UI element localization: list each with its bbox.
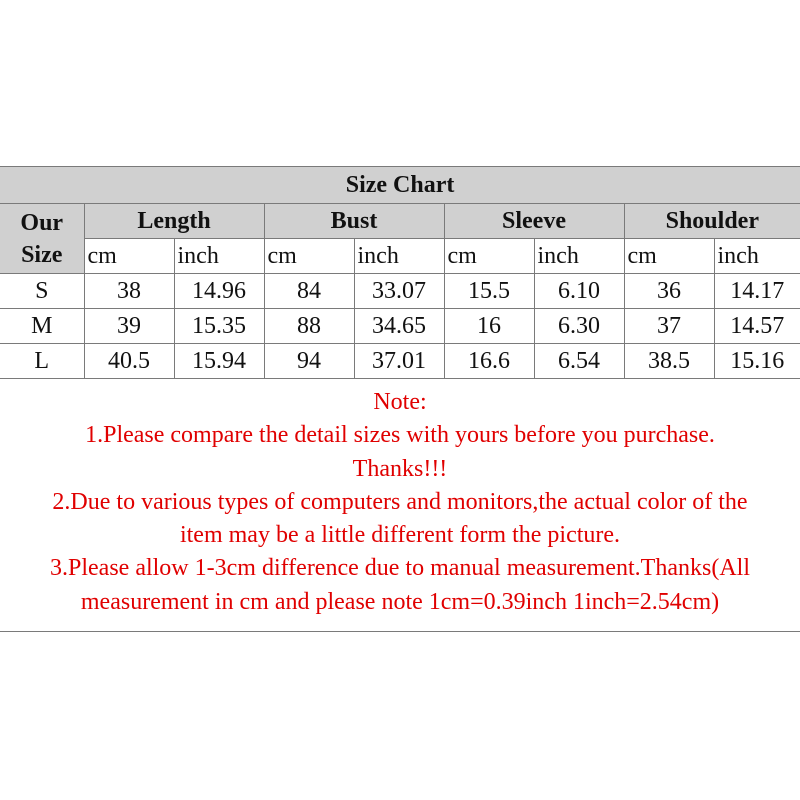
- value-cell: 16.6: [444, 344, 534, 379]
- value-cell: 14.96: [174, 274, 264, 309]
- sleeve-header: Sleeve: [444, 204, 624, 239]
- shoulder-header: Shoulder: [624, 204, 800, 239]
- our-size-label-line-2: Size: [21, 241, 63, 268]
- our-size-header: [0, 204, 84, 274]
- table-row: [0, 344, 800, 379]
- note-line: Thanks!!!: [352, 455, 448, 482]
- value-cell: 6.54: [534, 344, 624, 379]
- value-cell: 94: [264, 344, 354, 379]
- notes-section: [0, 386, 800, 632]
- value-cell: 33.07: [354, 274, 444, 309]
- unit-cell: cm: [624, 239, 714, 274]
- bust-header: Bust: [264, 204, 444, 239]
- unit-row: [0, 239, 800, 274]
- title-row: [0, 167, 800, 204]
- size-cell: L: [0, 344, 84, 379]
- unit-cell: inch: [714, 239, 800, 274]
- unit-cell: cm: [84, 239, 174, 274]
- unit-cell: inch: [534, 239, 624, 274]
- value-cell: 34.65: [354, 309, 444, 344]
- value-cell: 40.5: [84, 344, 174, 379]
- value-cell: 14.17: [714, 274, 800, 309]
- value-cell: 6.30: [534, 309, 624, 344]
- size-cell: M: [0, 309, 84, 344]
- note-line: 1.Please compare the detail sizes with yours before you purchase.: [85, 422, 715, 449]
- value-cell: 38.5: [624, 344, 714, 379]
- value-cell: 14.57: [714, 309, 800, 344]
- value-cell: 36: [624, 274, 714, 309]
- unit-cell: inch: [174, 239, 264, 274]
- measure-header-row: [0, 204, 800, 239]
- value-cell: 6.10: [534, 274, 624, 309]
- note-line: 2.Due to various types of computers and monitors,the actual color of the: [52, 488, 748, 515]
- unit-cell: cm: [444, 239, 534, 274]
- notes-heading: Note:: [373, 389, 427, 415]
- size-cell: S: [0, 274, 84, 309]
- table-row: [0, 309, 800, 344]
- table-row: [0, 274, 800, 309]
- note-line: 3.Please allow 1-3cm difference due to manual measurement.Thanks(All: [50, 555, 750, 582]
- value-cell: 84: [264, 274, 354, 309]
- our-size-label-line-1: Our: [20, 209, 64, 236]
- unit-cell: cm: [264, 239, 354, 274]
- size-chart-table: [0, 166, 800, 379]
- value-cell: 88: [264, 309, 354, 344]
- value-cell: 15.16: [714, 344, 800, 379]
- note-line: item may be a little different form the picture.: [179, 522, 621, 549]
- value-cell: 37: [624, 309, 714, 344]
- value-cell: 16: [444, 309, 534, 344]
- unit-cell: inch: [354, 239, 444, 274]
- value-cell: 39: [84, 309, 174, 344]
- value-cell: 38: [84, 274, 174, 309]
- value-cell: 15.94: [174, 344, 264, 379]
- value-cell: 37.01: [354, 344, 444, 379]
- value-cell: 15.35: [174, 309, 264, 344]
- note-line: measurement in cm and please note 1cm=0.39inch 1inch=2.54cm): [80, 588, 720, 615]
- value-cell: 15.5: [444, 274, 534, 309]
- length-header: Length: [84, 204, 264, 239]
- table-title: Size Chart: [0, 167, 800, 204]
